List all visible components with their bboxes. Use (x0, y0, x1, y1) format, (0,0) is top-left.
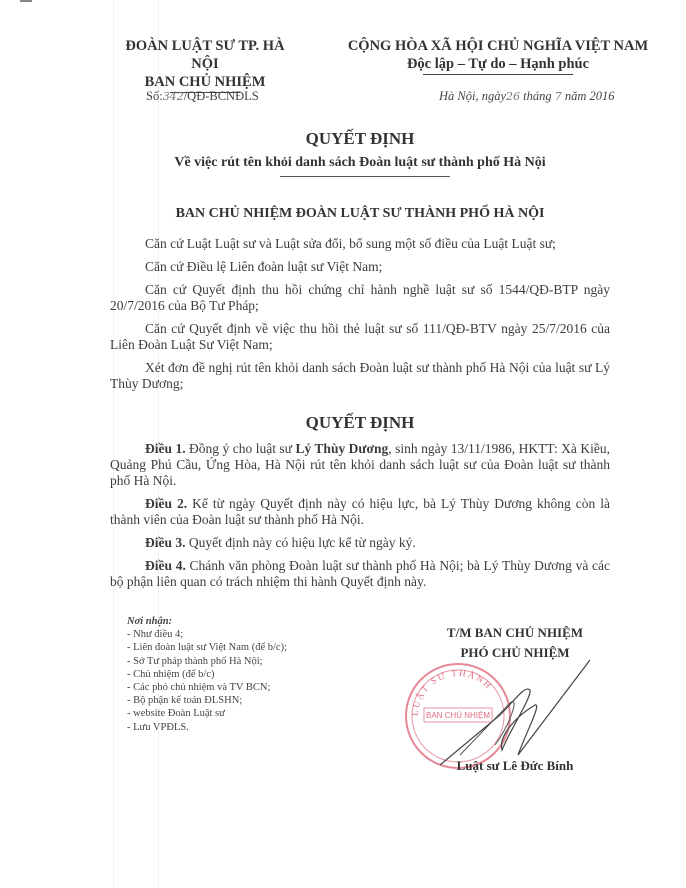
issuing-organization (110, 37, 300, 93)
recipient-item: - Bộ phận kế toán ĐLSHN; (127, 695, 243, 707)
org-department: BAN CHỦ NHIỆM (144, 74, 266, 90)
scan-mark (20, 0, 32, 2)
recipients-heading: Nơi nhận: (127, 616, 173, 627)
recipients-list (127, 615, 287, 734)
national-motto (338, 37, 658, 75)
signature-position: PHÓ CHỦ NHIỆM (460, 645, 570, 660)
recipient-item: - Chủ nhiệm (để b/c) (127, 668, 215, 680)
article-1: Điều 1. Đồng ý cho luật sư Lý Thùy Dương, sinh ngày 13/11/1986, HKTT: Xà Kiều, Quảng Phú Cầu, Ứng Hòa, Hà Nội rút tên khỏi danh sách luật sư của Đoàn luật sư thành phố Hà Nội. (110, 441, 610, 488)
svg-text:LUẬT SƯ THÀNH: LUẬT SƯ THÀNH (409, 667, 495, 717)
decision-heading: QUYẾT ĐỊNH (305, 413, 415, 432)
signature-title: T/M BAN CHỦ NHIỆM (446, 625, 584, 640)
divider (280, 176, 450, 177)
svg-text:BAN CHỦ NHIỆM: BAN CHỦ NHIỆM (425, 711, 491, 720)
recipient-item: - Lưu VPĐLS. (127, 721, 189, 733)
recipient-item: - Sở Tư pháp thành phố Hà Nội; (127, 655, 263, 667)
motto: Độc lập – Tự do – Hạnh phúc (406, 56, 590, 72)
recipient-item: - Như điều 4; (127, 629, 184, 641)
org-name: ĐOÀN LUẬT SƯ TP. HÀ NỘI (125, 38, 285, 72)
preamble-item: Xét đơn đề nghị rút tên khỏi danh sách Đoàn luật sư thành phố Hà Nội của luật sư Lý Thùy Dương; (110, 360, 610, 391)
signatory-name: Luật sư Lê Đức Bính (456, 758, 574, 773)
lawyer-name: Lý Thùy Dương (295, 441, 389, 456)
recipient-item: - Liên đoàn luật sư Việt Nam (để b/c); (127, 642, 287, 654)
handwritten-day: 26 (506, 90, 521, 103)
articles (110, 441, 610, 590)
handwritten-number: 342 (162, 90, 184, 103)
preamble-item: Căn cứ Quyết định thu hồi chứng chỉ hành nghề luật sư số 1544/QĐ-BTP ngày 20/7/2016 của Bộ Tư Pháp; (110, 282, 610, 313)
country-name: CỘNG HÒA XÃ HỘI CHỦ NGHĨA VIỆT NAM (347, 38, 649, 54)
document-title: QUYẾT ĐỊNH (305, 129, 415, 148)
article-3: Điều 3. Quyết định này có hiệu lực kể từ ngày ký. (145, 535, 416, 550)
preamble-item: Căn cứ Điều lệ Liên đoàn luật sư Việt Nam; (145, 259, 383, 274)
recipient-item: - Các phó chủ nhiệm và TV BCN; (127, 682, 271, 694)
document-number: Số:342/QĐ-BCNĐLS (146, 89, 259, 103)
article-2: Điều 2. Kể từ ngày Quyết định này có hiệu lực, bà Lý Thùy Dương không còn là thành viên của Đoàn luật sư thành phố Hà Nội. (110, 496, 610, 527)
signature-icon (440, 655, 590, 770)
handwritten-month: 7 (554, 90, 562, 103)
preamble-item: Căn cứ Quyết định về việc thu hồi thẻ luật sư số 111/QĐ-BTV ngày 25/7/2016 của Liên Đoàn Luật Sư Việt Nam; (110, 321, 610, 352)
article-4: Điều 4. Chánh văn phòng Đoàn luật sư thành phố Hà Nội; bà Lý Thùy Dương và các bộ phận liên quan có trách nhiệm thi hành Quyết định này. (110, 558, 610, 589)
preamble (110, 236, 610, 392)
issuing-authority: BAN CHỦ NHIỆM ĐOÀN LUẬT SƯ THÀNH PHỐ HÀ NỘI (175, 206, 545, 221)
preamble-item: Căn cứ Luật Luật sư và Luật sửa đổi, bổ sung một số điều của Luật Luật sư; (145, 236, 556, 251)
document-subject: Về việc rút tên khỏi danh sách Đoàn luật sư thành phố Hà Nội (174, 155, 546, 170)
document-date: Hà Nội, ngày26 tháng 7 năm 2016 (439, 89, 615, 103)
recipient-item: - website Đoàn Luật sư (127, 708, 225, 720)
divider (423, 74, 573, 75)
